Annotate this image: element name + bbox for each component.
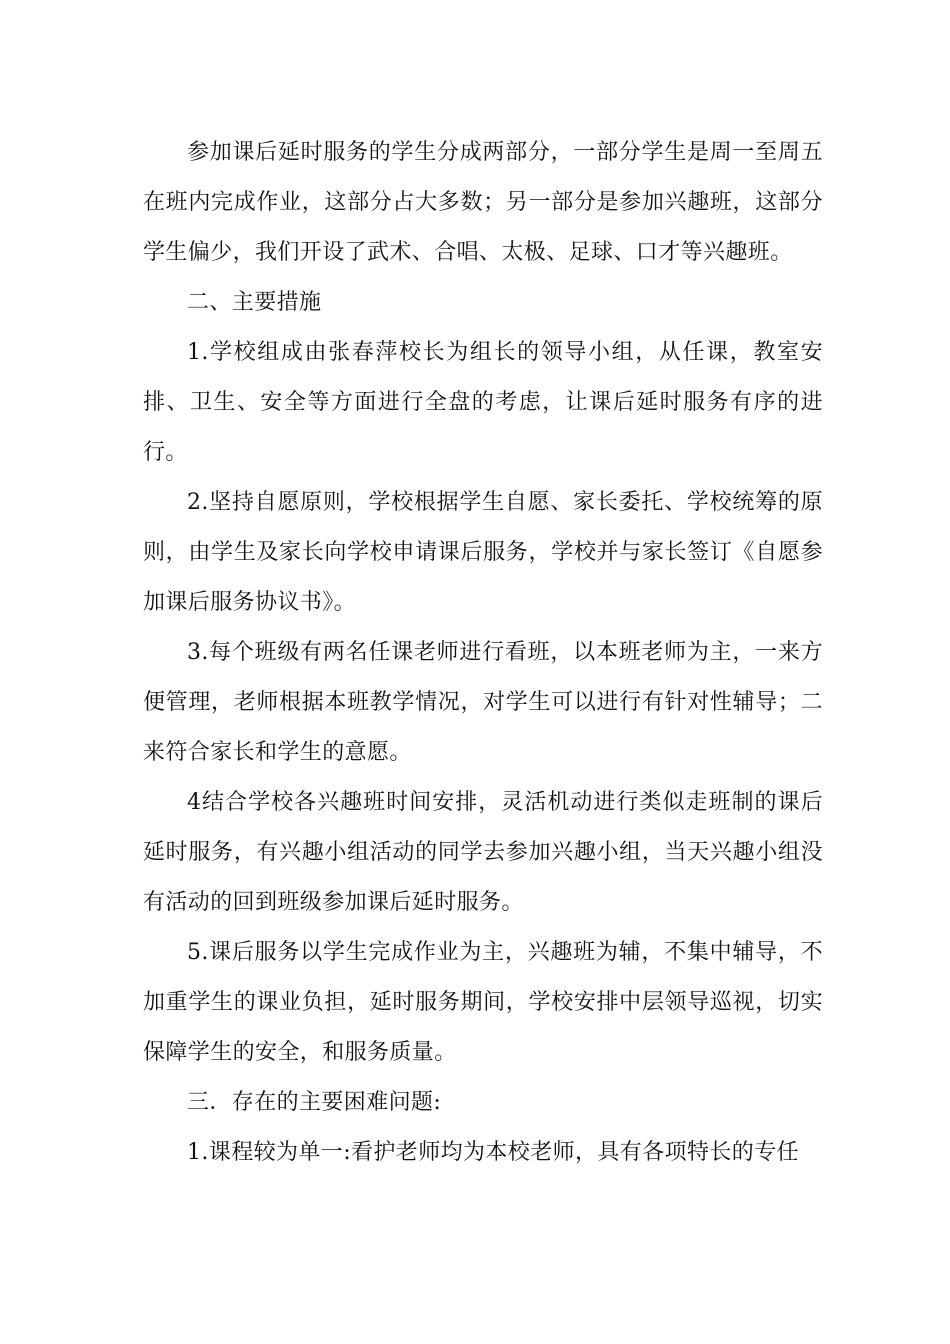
section-heading-difficulties: 三．存在的主要困难问题: [187,1090,442,1115]
document-body [143,128,823,1178]
paragraph-difficulty-1: 1.课程较为单一:看护老师均为本校老师，具有各项特长的专任 [187,1140,800,1165]
section-heading-measures: 二、主要措施 [187,290,322,315]
paragraph-measure-4: 4结合学校各兴趣班时间安排，灵活机动进行类似走班制的课后延时服务，有兴趣小组活动的同学去参加兴趣小组，当天兴趣小组没有活动的回到班级参加课后延时服务。 [143,790,823,915]
paragraph-student-groups: 参加课后延时服务的学生分成两部分，一部分学生是周一至周五在班内完成作业，这部分占大多数；另一部分是参加兴趣班，这部分学生偏少，我们开设了武术、合唱、太极、足球、口才等兴趣班。 [143,140,823,265]
paragraph-measure-3: 3.每个班级有两名任课老师进行看班，以本班老师为主，一来方便管理，老师根据本班教学情况，对学生可以进行有针对性辅导；二来符合家长和学生的意愿。 [143,640,823,765]
paragraph-measure-5: 5.课后服务以学生完成作业为主，兴趣班为辅，不集中辅导，不加重学生的课业负担，延时服务期间，学校安排中层领导巡视，切实保障学生的安全，和服务质量。 [143,940,823,1065]
paragraph-measure-2: 2.坚持自愿原则，学校根据学生自愿、家长委托、学校统筹的原则，由学生及家长向学校申请课后服务，学校并与家长签订《自愿参加课后服务协议书》。 [143,490,823,615]
paragraph-measure-1: 1.学校组成由张春萍校长为组长的领导小组，从任课，教室安排、卫生、安全等方面进行全盘的考虑，让课后延时服务有序的进行。 [143,340,823,465]
